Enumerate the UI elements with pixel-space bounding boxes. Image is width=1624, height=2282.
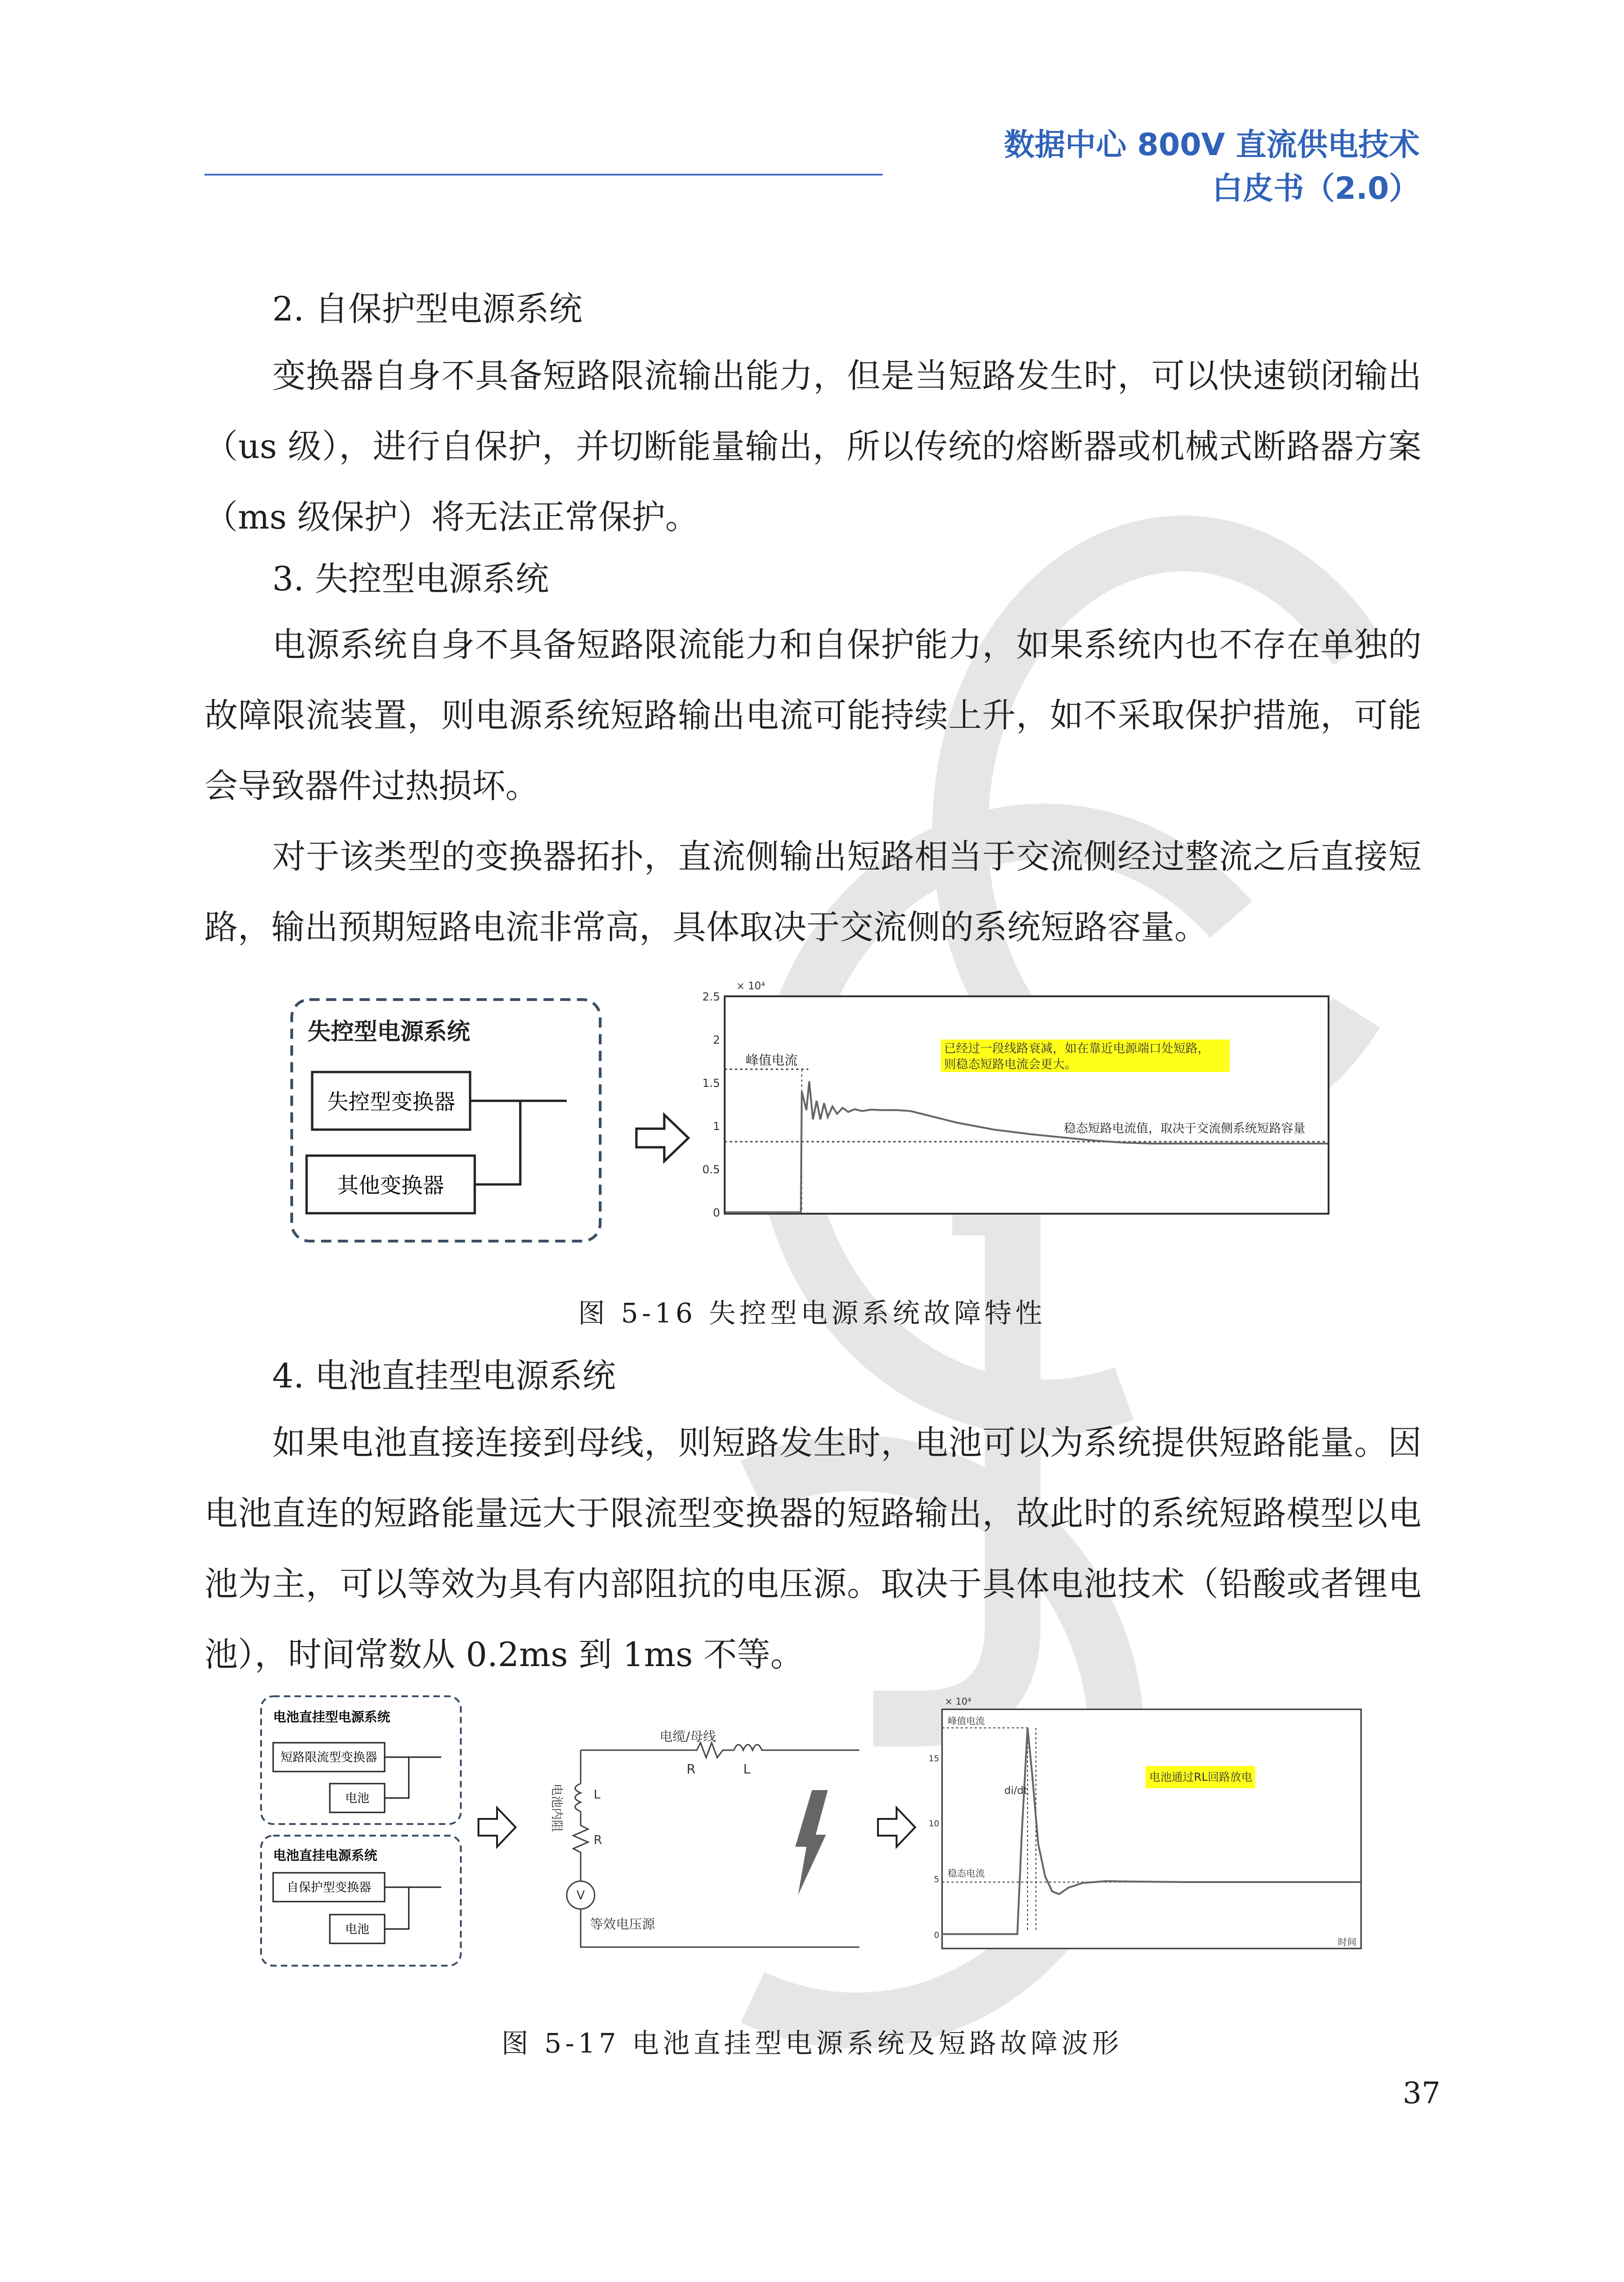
paragraph-self-protect: 变换器自身不具备短路限流输出能力，但是当短路发生时，可以快速锁闭输出（us 级），进行自保护，并切断能量输出，所以传统的熔断器或机械式断路器方案（ms 级保护）将无法正常保护。 (204, 356, 1421, 536)
system1-connector (385, 1757, 441, 1798)
system2-box2-label: 电池 (345, 1922, 370, 1936)
battery-label-didt: di/dt (1004, 1785, 1028, 1797)
battery-y-tick: 5 (934, 1875, 939, 1884)
y-exponent: × 10⁴ (736, 981, 766, 992)
hollow-arrow-icon (636, 1115, 688, 1161)
system1-box1-label: 短路限流型变换器 (280, 1751, 378, 1765)
internal-l-label: L (594, 1788, 601, 1802)
paragraph-uncontrolled-1: 电源系统自身不具备短路限流能力和自保护能力，如果系统内也不存在单独的故障限流装置，则电源系统短路输出电流可能持续上升，如不采取保护措施，可能会导致器件过热损坏。 (204, 625, 1421, 805)
label-peak-current: 峰值电流 (746, 1053, 798, 1068)
section-heading-2: 2. 自保护型电源系统 (272, 289, 583, 328)
annotation-highlight-line1: 已经过一段线路衰减，如在靠近电源端口处短路， (944, 1042, 1210, 1056)
figure-5-17-caption: 图 5-17 电池直挂型电源系统及短路故障波形 (501, 2027, 1123, 2059)
battery-y-tick: 0 (934, 1930, 939, 1940)
section-heading-3: 3. 失控型电源系统 (272, 559, 549, 598)
annotation-highlight-line2: 则稳态短路电流会更大。 (944, 1058, 1077, 1072)
cable-label: 电缆/母线 (660, 1729, 716, 1744)
internal-resistance-label: 电池内阻 (550, 1784, 563, 1832)
equivalent-source-label: 等效电压源 (590, 1916, 655, 1932)
converter-box-uncontrolled-label: 失控型变换器 (327, 1089, 455, 1114)
header-title (1004, 123, 1420, 210)
header-title-line1: 数据中心 800V 直流供电技术 (1004, 127, 1420, 163)
bus-connector (470, 1101, 567, 1184)
battery-y-tick: 15 (929, 1754, 939, 1764)
battery-y-exponent: × 10⁴ (945, 1696, 971, 1707)
battery-plot-frame (942, 1709, 1361, 1949)
system-title: 失控型电源系统 (308, 1018, 470, 1045)
section-heading-4: 4. 电池直挂型电源系统 (272, 1356, 616, 1395)
page-number: 37 (1402, 2076, 1441, 2111)
system2-connector (385, 1887, 441, 1929)
battery-highlight-text: 电池通过RL回路放电 (1149, 1771, 1253, 1784)
figure-5-16-caption: 图 5-16 失控型电源系统故障特性 (578, 1297, 1046, 1329)
y-tick: 0 (713, 1206, 720, 1219)
battery-label-steady: 稳态电流 (948, 1868, 985, 1879)
battery-x-label: 时间 (1338, 1936, 1356, 1948)
system2-title: 电池直挂电源系统 (273, 1848, 378, 1863)
system1-title: 电池直挂型电源系统 (273, 1709, 391, 1725)
system2-box1-label: 自保护型变换器 (286, 1881, 372, 1895)
figure-5-17 (255, 1691, 1380, 1979)
hollow-arrow-icon (878, 1808, 915, 1847)
figure-5-16 (279, 980, 1347, 1254)
paragraph-uncontrolled-2: 对于该类型的变换器拓扑，直流侧输出短路相当于交流侧经过整流之后直接短路，输出预期短路电流非常高，具体取决于交流侧的系统短路容量。 (204, 837, 1421, 947)
battery-label-peak: 峰值电流 (948, 1715, 985, 1726)
battery-y-ticks (929, 1754, 939, 1940)
y-tick-labels (702, 990, 720, 1219)
y-tick: 1 (713, 1120, 720, 1133)
header-title-line2: 白皮书（2.0） (1212, 170, 1420, 206)
converter-box-other-label: 其他变换器 (337, 1173, 444, 1198)
lightning-icon (795, 1790, 828, 1895)
hollow-arrow-icon (478, 1808, 516, 1847)
header-divider (204, 174, 883, 176)
y-tick: 1.5 (702, 1077, 720, 1090)
cable-l-label: L (743, 1761, 751, 1777)
battery-y-tick: 10 (929, 1819, 939, 1829)
paragraph-battery: 如果电池直接连接到母线，则短路发生时，电池可以为系统提供短路能量。因电池直连的短路能量远大于限流型变换器的短路输出，故此时的系统短路模型以电池为主，可以等效为具有内部阻抗的电压源。取决于具体电池技术（铅酸或者锂电池），时间常数从 0.2ms 到 1ms 不等。 (204, 1423, 1421, 1674)
system1-box2-label: 电池 (345, 1792, 370, 1805)
internal-r-label: R (594, 1833, 602, 1847)
label-steady-current: 稳态短路电流值，取决于交流侧系统短路容量 (1064, 1122, 1306, 1136)
y-tick: 2.5 (702, 990, 720, 1003)
y-tick: 2 (713, 1033, 720, 1046)
y-tick: 0.5 (702, 1163, 720, 1176)
voltage-source-icon: V (576, 1889, 585, 1903)
cable-r-label: R (687, 1761, 696, 1777)
